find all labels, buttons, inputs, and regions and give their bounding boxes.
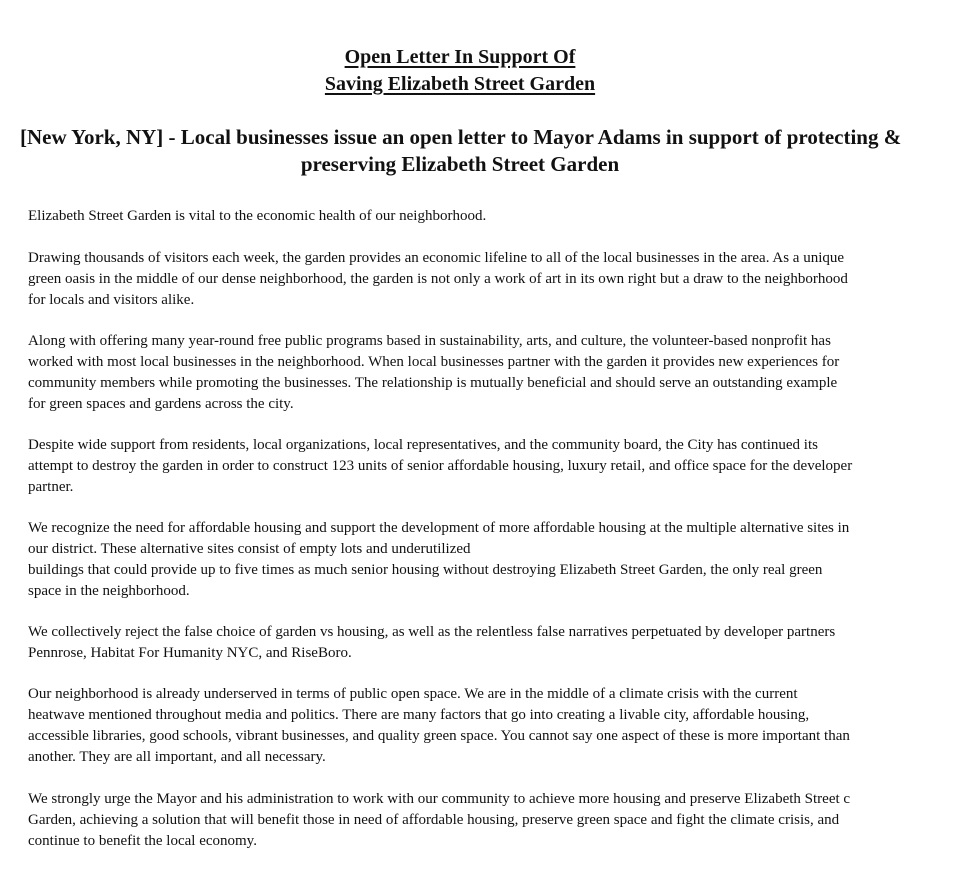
headline-line-1: [New York, NY] - Local businesses issue an open letter to Mayor Adams in support of protecting & — [20, 125, 902, 149]
paragraph-line: Along with offering many year-round free public programs based in sustainability, arts, and culture, the volunteer-based nonprofit has — [28, 333, 831, 349]
paragraph-1 — [28, 206, 948, 227]
paragraph-line: Drawing thousands of visitors each week, the garden provides an economic lifeline to all of the local businesses in the area. As a unique — [28, 250, 845, 266]
letter-headline — [20, 124, 900, 178]
paragraph-line: attempt to destroy the garden in order to construct 123 units of senior affordable housing, luxury retail, and office space for the developer — [28, 458, 853, 474]
title-line-2: Saving Elizabeth Street Garden — [324, 73, 596, 95]
paragraph-line: space in the neighborhood. — [28, 583, 190, 599]
paragraph-line: accessible libraries, good schools, vibrant businesses, and quality green space. You cannot say one aspect of these is more important than — [28, 728, 850, 744]
paragraph-8 — [28, 789, 948, 852]
paragraph-6 — [28, 622, 948, 664]
paragraph-line: for locals and visitors alike. — [28, 292, 195, 308]
paragraph-line: Despite wide support from residents, local organizations, local representatives, and the community board, the City has continued its — [28, 437, 818, 453]
paragraph-line: partner. — [28, 479, 74, 495]
paragraph-line: We collectively reject the false choice of garden vs housing, as well as the relentless false narratives perpetuated by developer partners — [28, 624, 836, 640]
title-line-1: Open Letter In Support Of — [344, 46, 576, 68]
headline-line-2: preserving Elizabeth Street Garden — [300, 152, 620, 176]
paragraph-line: continue to benefit the local economy. — [28, 833, 257, 849]
paragraph-line: buildings that could provide up to five times as much senior housing without destroying Elizabeth Street Garden, the only real green — [28, 562, 823, 578]
paragraph-line: heatwave mentioned throughout media and politics. There are many factors that go into creating a livable city, affordable housing, — [28, 707, 810, 723]
paragraph-line: our district. These alternative sites consist of empty lots and underutilized — [28, 541, 471, 557]
paragraph-line: Pennrose, Habitat For Humanity NYC, and RiseBoro. — [28, 645, 352, 661]
paragraph-2 — [28, 248, 948, 311]
paragraph-line: worked with most local businesses in the neighborhood. When local businesses partner with the garden it provides new experiences for — [28, 354, 840, 370]
paragraph-5 — [28, 518, 948, 602]
paragraph-3 — [28, 331, 948, 415]
paragraph-line: Our neighborhood is already underserved in terms of public open space. We are in the middle of a climate crisis with the current — [28, 686, 798, 702]
paragraph-7 — [28, 684, 948, 768]
paragraph-line: We strongly urge the Mayor and his administration to work with our community to achieve more housing and preserve Elizabeth Street c — [28, 791, 851, 807]
paragraph-line: green oasis in the middle of our dense neighborhood, the garden is not only a work of art in its own right but a draw to the neighborhood — [28, 271, 848, 287]
paragraph-line: community members while promoting the businesses. The relationship is mutually beneficial and should serve an outstanding example — [28, 375, 838, 391]
paragraph-line: Garden, achieving a solution that will benefit those in need of affordable housing, preserve green space and fight the climate crisis, and — [28, 812, 840, 828]
paragraph-line: for green spaces and gardens across the city. — [28, 396, 294, 412]
paragraph-line: Elizabeth Street Garden is vital to the economic health of our neighborhood. — [28, 208, 487, 224]
letter-title — [0, 44, 920, 98]
paragraph-line: We recognize the need for affordable housing and support the development of more affordable housing at the multiple alternative sites in — [28, 520, 850, 536]
paragraph-4 — [28, 435, 948, 498]
paragraph-line: another. They are all important, and all necessary. — [28, 749, 326, 765]
